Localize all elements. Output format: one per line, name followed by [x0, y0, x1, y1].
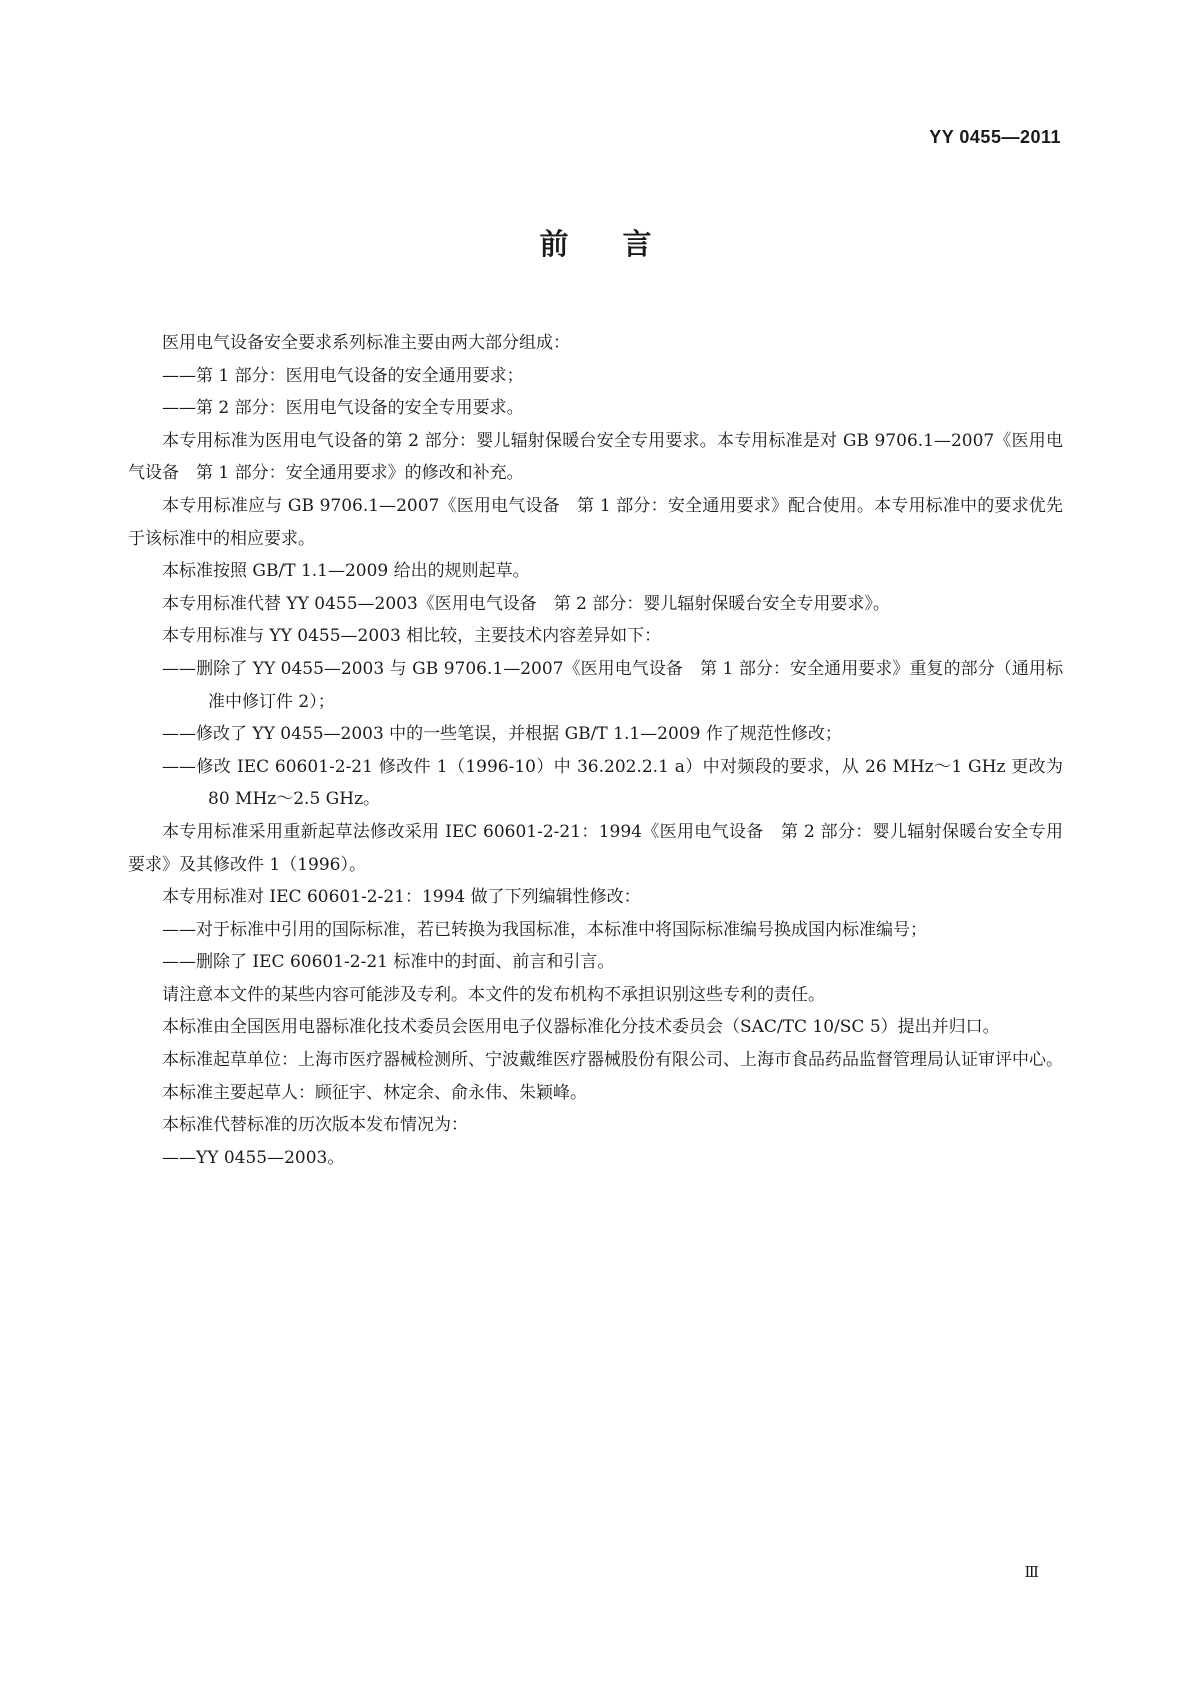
paragraph-differences: 本专用标准与 YY 0455—2003 相比较，主要技术内容差异如下： — [162, 626, 662, 647]
list-item-part-2: ——第 2 部分：医用电气设备的安全专用要求。 — [162, 398, 524, 419]
document-body — [128, 327, 1063, 1174]
paragraph-series-intro: 医用电气设备安全要求系列标准主要由两大部分组成： — [162, 333, 570, 353]
list-item-difference-1: ——删除了 YY 0455—2003 与 GB 9706.1—2007《医用电气设备 第 1 部分：安全通用要求》重复的部分（通用标准中修订件 2）； — [162, 658, 1063, 712]
page-number: Ⅲ — [1024, 1563, 1038, 1581]
paragraph-drafting-units: 本标准起草单位：上海市医疗器械检测所、宁波戴维医疗器械股份有限公司、上海市食品药品监督管理局认证审评中心。 — [162, 1050, 1063, 1071]
paragraph-scope: 本专用标准为医用电气设备的第 2 部分：婴儿辐射保暖台安全专用要求。本专用标准是对 GB 9706.1—2007《医用电气设备 第 1 部分：安全通用要求》的修改和补充。 — [128, 430, 1063, 484]
list-item-difference-3: ——修改 IEC 60601-2-21 修改件 1（1996-10）中 36.202.2.1 a）中对频段的要求，从 26 MHz～1 GHz 更改为 80 MHz～2.5 GHz。 — [162, 756, 1063, 810]
list-item-editorial-1: ——对于标准中引用的国际标准，若已转换为我国标准，本标准中将国际标准编号换成国内标准编号； — [162, 919, 927, 940]
paragraph-editorial-changes: 本专用标准对 IEC 60601-2-21：1994 做了下列编辑性修改： — [162, 887, 641, 908]
paragraph-usage: 本专用标准应与 GB 9706.1—2007《医用电气设备 第 1 部分：安全通用要求》配合使用。本专用标准中的要求优先于该标准中的相应要求。 — [128, 495, 1063, 549]
standard-number: YY 0455—2011 — [929, 127, 1061, 147]
paragraph-drafters: 本标准主要起草人：顾征宇、林定余、俞永伟、朱颖峰。 — [162, 1082, 587, 1103]
paragraph-drafting-rules: 本标准按照 GB/T 1.1—2009 给出的规则起草。 — [162, 561, 530, 582]
paragraph-patent-notice: 请注意本文件的某些内容可能涉及专利。本文件的发布机构不承担识别这些专利的责任。 — [162, 984, 825, 1005]
page-title: 前言 — [539, 227, 706, 261]
list-item-difference-2: ——修改了 YY 0455—2003 中的一些笔误，并根据 GB/T 1.1—2009 作了规范性修改； — [162, 724, 842, 745]
list-item-editorial-2: ——删除了 IEC 60601-2-21 标准中的封面、前言和引言。 — [162, 952, 615, 973]
list-item-part-1: ——第 1 部分：医用电气设备的安全通用要求； — [162, 365, 524, 386]
paragraph-proposer: 本标准由全国医用电器标准化技术委员会医用电子仪器标准化分技术委员会（SAC/TC 10/SC 5）提出并归口。 — [162, 1017, 1000, 1038]
list-item-history-1: ——YY 0455—2003。 — [162, 1147, 345, 1168]
paragraph-replaces: 本专用标准代替 YY 0455—2003《医用电气设备 第 2 部分：婴儿辐射保暖台安全专用要求》。 — [162, 593, 890, 614]
paragraph-adoption: 本专用标准采用重新起草法修改采用 IEC 60601-2-21：1994《医用电气设备 第 2 部分：婴儿辐射保暖台安全专用要求》及其修改件 1（1996）。 — [128, 821, 1063, 875]
paragraph-history: 本标准代替标准的历次版本发布情况为： — [162, 1115, 468, 1136]
